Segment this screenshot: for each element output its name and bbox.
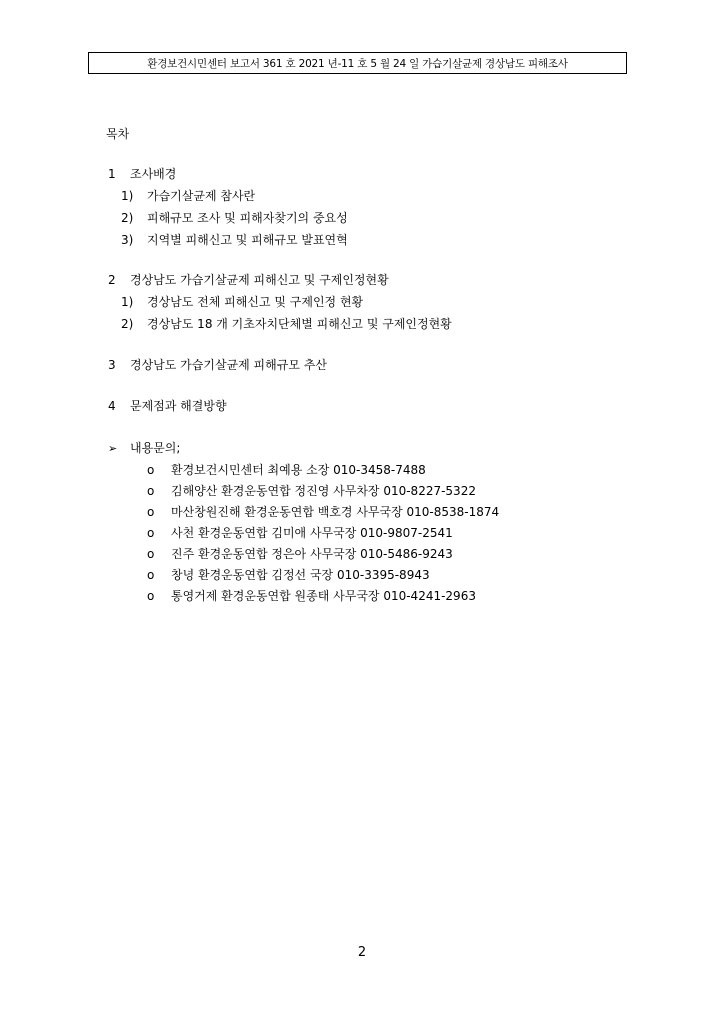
toc-section-label: 경상남도 가습기살균제 피해규모 추산 [130,358,327,372]
toc-item-2-1 [121,294,363,310]
toc-item-label: 가습기살균제 참사란 [147,189,256,203]
toc-section-1 [108,166,176,182]
toc-title: 목차 [106,127,130,141]
toc-item-label: 경상남도 18 개 기초자치단체별 피해신고 및 구제인정현황 [147,317,452,331]
toc-item-1-2 [121,210,348,226]
contact-entry-text: 김해양산 환경운동연합 정진영 사무차장 010-8227-5322 [171,484,476,498]
toc-item-number: 2) [121,317,134,331]
contact-entry [147,546,453,562]
contact-title: 내용문의; [130,441,181,455]
contact-entry-text: 통영거제 환경운동연합 원종태 사무국장 010-4241-2963 [171,589,476,603]
circle-bullet-icon: o [147,589,155,603]
toc-section-number: 2 [108,273,116,287]
contact-heading [108,440,180,457]
toc-section-number: 4 [108,399,116,413]
toc-item-number: 1) [121,295,134,309]
toc-section-4 [108,398,227,414]
contact-entry [147,462,426,478]
toc-section-number: 3 [108,358,116,372]
circle-bullet-icon: o [147,505,155,519]
contact-entry [147,525,453,541]
contact-entry-text: 창녕 환경운동연합 김정선 국장 010-3395-8943 [171,568,430,582]
contact-entry-text: 진주 환경운동연합 정은아 사무국장 010-5486-9243 [171,547,453,561]
toc-item-label: 피해규모 조사 및 피해자찾기의 중요성 [147,211,348,225]
toc-section-label: 조사배경 [130,167,177,181]
circle-bullet-icon: o [147,463,155,477]
contact-entry [147,588,476,604]
contact-entry [147,567,430,583]
circle-bullet-icon: o [147,547,155,561]
page-number: 2 [357,945,367,960]
toc-section-label: 문제점과 해결방향 [130,399,227,413]
toc-item-number: 1) [121,189,134,203]
contact-entry-text: 사천 환경운동연합 김미애 사무국장 010-9807-2541 [171,526,453,540]
toc-item-2-2 [121,316,452,332]
toc-item-label: 경상남도 전체 피해신고 및 구제인정 현황 [147,295,364,309]
toc-section-3 [108,357,327,373]
circle-bullet-icon: o [147,568,155,582]
toc-item-1-3 [121,232,348,248]
contact-entry-text: 환경보건시민센터 최예용 소장 010-3458-7488 [171,463,426,477]
toc-item-number: 3) [121,233,134,247]
report-header-text: 환경보건시민센터 보고서 361 호 2021 년-11 호 5 월 24 일 가습기살균제 경상남도 피해조사 [147,57,568,70]
arrow-bullet-icon: ➢ [108,442,118,455]
contact-entry [147,504,499,520]
toc-item-label: 지역별 피해신고 및 피해규모 발표연혁 [147,233,348,247]
circle-bullet-icon: o [147,526,155,540]
toc-section-2 [108,272,389,288]
toc-item-1-1 [121,188,255,204]
contact-entry [147,483,476,499]
toc-section-label: 경상남도 가습기살균제 피해신고 및 구제인정현황 [130,273,389,287]
report-header [88,52,627,74]
contact-entry-text: 마산창원진해 환경운동연합 백호경 사무국장 010-8538-1874 [171,505,500,519]
circle-bullet-icon: o [147,484,155,498]
toc-item-number: 2) [121,211,134,225]
toc-section-number: 1 [108,167,116,181]
